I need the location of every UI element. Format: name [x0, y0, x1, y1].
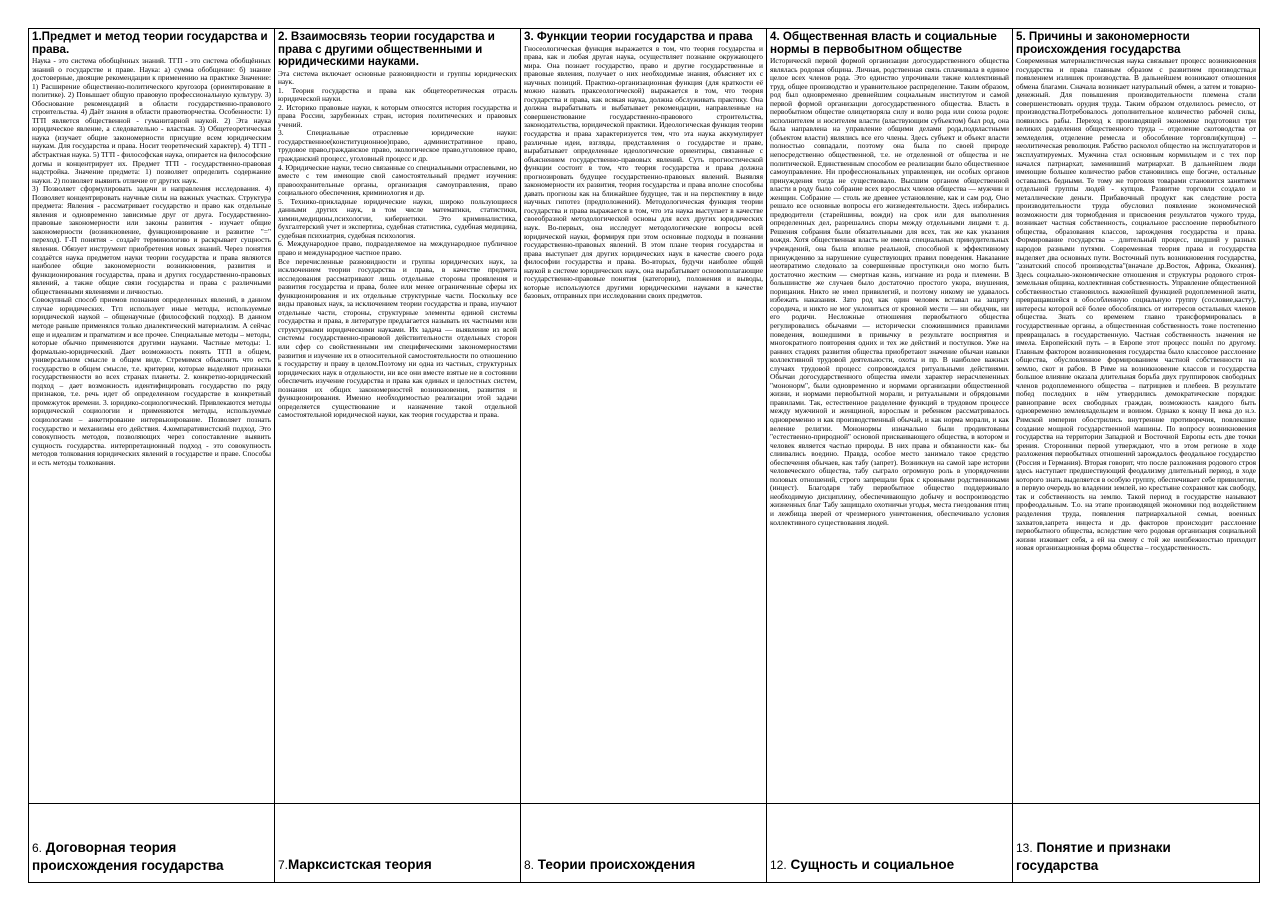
cell-title: 2. Взаимосвязь теории государства и права с другими общественными и юридическими науками. — [278, 31, 495, 68]
paragraph: 6. Международное право, подразделяемое на международное публичное право и международное частное право. — [278, 239, 517, 257]
cell-text — [32, 57, 271, 467]
bottom-cell-title — [524, 856, 763, 874]
bottom-cell-title-text: Марксистская теория — [288, 857, 432, 872]
bottom-cell-title-text: Сущность и социальное — [790, 857, 955, 872]
cell-3-functions — [521, 29, 767, 804]
bottom-cell-title-text: Понятие и признаки государства — [1016, 840, 1171, 873]
cell-8-origin-theories — [521, 804, 767, 883]
cell-7-marxist-theory — [275, 804, 521, 883]
paragraph: Эта система включает основные разновидности и группы юридических наук. — [278, 68, 517, 87]
cell-4-public-power — [767, 29, 1013, 804]
bottom-cell-title-text: Теории происхождения — [537, 857, 696, 872]
paragraph: Совокупный способ приемов познания определенных явлений, в данном случае юридических. Тгп использует иные методы, используемые юридической наукой – общенаучные (философский подход). В данном методе раньше применялся только диалектический материализм. А сейчас еще и идеализм и прагматизм и все прочее. Специальные методы – методы, которые обычно применяются другими науками. Частные методы: 1. формально-юридический. Дает возможность понять ТГП в общем, универсальном смысле в общем виде. Стремимся объяснить что есть государство в общем смысле, т.е. критерии, которые выделяют признаки государственности во всех странах планеты. 2. конкретно-юридический подход – дает возможность идентифицировать государство по ряду признаков, т.е. речь идет об определенном государстве в конкретный промежуток времени. 3. юридико-социологический. Привлекаются методы юридической социологии и применяются методы, используемые социологами – анкетирование интервьюирование. Позволяет познать государство и механизмы его действия. 4.компаративистский подход. Это совокупность методов, позволяющих через сопоставление выявить сущность государства. интерпретационный подход - это совокупность методов толкования юридических явлений в государстве и праве. Способы и есть методы толкования. — [32, 295, 271, 467]
content-row — [29, 29, 1260, 804]
cell-title: 1.Предмет и метод теории государства и права. — [32, 31, 268, 56]
topics-table — [28, 28, 1260, 883]
bottom-cell-number: 7. — [278, 858, 289, 872]
paragraph: 1. Теория государства и права как общетеоретическая отрасль юридической науки. — [278, 85, 517, 104]
bottom-cell-number: 6. — [32, 841, 43, 855]
paragraph: Гносеологическая функция выражается в том, что теория государства и права, как и любая другая наука, осуществляет познание окружающего мира. Она познает государство, право и другие государственные и правовые явления, получает о них необходимые знания, объясняет их с научных позиций. Практико-организационная функция (для краткости её можно назвать праксеологической) выражается в том, что теория государства и права, как всякая наука, должна обслуживать практику. Она должна вырабатывать и выбатывает рекомендации, направленные на совершенствование государственно-правового строительства, законодательства, юридической практики. Идеологическая функция теории государства и права характеризуется тем, что эта наука аккумулирует различные идеи, взгляды, представления о государстве и праве, вырабатывает определенные идеологические ориентиры, связанные с объяснением государственно-правовых явлений. Суть прогностической функции состоит в том, что теория государства и права должна прогнозировать будущее государственно-правовых явлений. Выявляя закономерности их развития, теория государства и права вполне способны давать прогнозы как на ближайшее будущее, так и на перспективу в виде научных гипотез (предположений). Методологическая функция теории государства и права выражается в том, что эта наука выступает в качестве своеобразной методологической основы для всех других юридических наук. Во-первых, она исследует методологические вопросы всей юридической науки, формируя при этом основные подходы в познании государственно-правовых явлений. В этом плане теория государства и права выступает для других юридических наук в качестве своего рода философии государства и права. Во-вторых, будучи наиболее общей наукой в системе юридических наук, она вырабатывает основополагающие государственно-правовые понятия (категории), положения и выводы, которые используются другими юридическими науками в качестве базовых, отправных при исследовании своих предметов. — [524, 43, 763, 301]
bottom-cell-title — [1016, 839, 1256, 874]
paragraph: Современная материалистическая наука связывает процесс возникновения государства и права главным образом с развитием производства,и появлением излишек производства. В дальнейшем возникают отношения обмена благами. Сначала возникает натуральный обмен, а затем и товарно-денежный. Для повышения производительности племена стали совершенствовать орудия труда. Таким образом отделилось ремесло, от производства.Потребовалось дополнительное количество рабочей силы, появилось рабы. Переход к производящей экономике подготовил три великих разделения общественного труда – отделение скотоводства от земледелия, отделение ремесла и обособление торговли(купцов) – неолитическая революция. Рабство расколол общество на эксплуататоров и эксплуатируемых. Мужчина стал основным кормильцем и с тех пор начался патриархат, заменивший матриархат. В дальнейшем люди имеющие большее количество рабов становились еще богаче, остальные оставались бедными. Те тому же торговля товарами становится занятием отдельной группы людей - купцов. Развитие торговли создало и металлические деньги. Прибавочный продукт как следствие роста производительности труда обусловил появление экономической возможности для тормобдения и присвоения результатов чужого труда, возникает частная собственность, социальное расслоение первобытного общества, образования классов, зарождения государства и права. Формирование государства – длительный процесс, шедший у разных народов разными путями. Современная теория права и государства выделяет два основных пути. Восточный путь возникновения государства, "азиатский способ производства"(вначале др.Восток, Африка, Океания). Здесь социально-экономические отношения и структуры родового строя-земельная община, коллективная собственность. Управление общественной собственностью становилось важнейшей функцией родоплеменной знати, превращавшейся в обособленную социальную группу (сословие,касту), интересы которой всё более обособлялись от интересов остальных членов общества. Знать со временем главно трансформировалась в государственные органы, а общественная собственность тоже постепенно превращалась в государственную. Частная собственность значения не имела. Европейский путь – в Европе этот процесс пошёл по другому. Главным фактором возникновения государства было классовое расслоение общества, обусловленное формированием частной собственности на землю, скот и рабов. В Риме на возникновение классов и государства большое влияние оказала длительная борьба двух группировок свободных членов родоплеменного общества – патрициев и плебеев. В результате побед последних в нём утвердились демократические порядки: равноправие всех свободных граждан, возможность каждого быть одновременно землевладельцем и воином. Однако к концу II века до н.э. Римской империи обострились внутренние противоречия, повлекшие создание мощной государственной машины. По вопросу возникновения государства на территории Западной и Восточной Европы есть две точки зрения. Сторонники первой утверждают, что в этом регионе в ходе разложения первобытных отношений зарождалось феодальное государство (Россия и Германия). Вторая говорит, что после разложения родового строя здесь наступает предшествующий феодализму длительный период, в ходе которого знать выделяется в особую группу, обеспечивает себе привилегии, в первую очередь во владении землей, но крестьяне сохраняют как свободу, так и собственность на землю. Такой период в государстве называют профеодальным. Т.о. на этапе производящей экономики под воздействием разделения труда, появления патриархальной семьи, военных захватов,запрета инцеста и др. факторов происходит расслоение первобытного общества, вследствие чего родовая организация социальной жизни изживает себя, а ей на смену с той же неизбежностью приходит новая организационная форма общества – государственность. — [1016, 56, 1256, 553]
bottom-cell-number: 13. — [1016, 841, 1033, 855]
cell-title: 4. Общественная власть и социальные нормы в первобытном обществе — [770, 31, 997, 56]
paragraph: Наука - это система обобщённых знаний. ТГП - это система обобщённых знаний о государстве и праве. Наука: а) сумма обобщение: б) знание достоверные, двоящие рекомендации к применению на практике Значение: 1) Расширение общественно-политического кругозора (ориентирование в политике). 2) Повышает общую правовую профессиональную культуру. 3) Обоснование рекомендаций в области государственно-правового строительства. 4) Даёт знания в области правотворчества. Особенности: 1) ТГП является общественной - гуманитарной наукой. 2) Эта наука юридическое явление, а следовательно - властная. 3) Общетеоретическая наука (изучает общие закономерности присущие всем юридическим наукам. Для государства и права. Носит теоретический характер). 4) ТГП - абстрактная наука. 5) ТГП - философская наука, опирается на философские догмы и концентрирует их. Предмет ТГП - государственно-правовая надстройка. Значение предмета: 1) позволяет определить содержание науки. 2) позволяет выявить отличие от других наук. — [32, 56, 271, 185]
cell-6-contract-theory — [29, 804, 275, 883]
paragraph: 4. Юридические науки, тесно связанные со специальными отраслевыми, но вместе с тем имеющие свой самостоятельный предмет изучения: правоохранительные органы, организация самоуправления, право социального обеспечения, криминология и др. — [278, 162, 517, 198]
bottom-cell-title — [770, 856, 1009, 874]
bottom-cell-number: 8. — [524, 858, 535, 872]
titles-row — [29, 804, 1260, 883]
cell-13-concept-of-state — [1013, 804, 1260, 883]
cell-1-subject-and-method — [29, 29, 275, 804]
cell-5-origin-causes — [1013, 29, 1260, 804]
cell-title: 5. Причины и закономерности происхождения государства — [1016, 31, 1190, 56]
cell-text — [524, 45, 763, 301]
cell-text — [278, 70, 517, 420]
paragraph: 3) Позволяет сформулировать задачи и направления исследования. 4) Позволяет концентрировать научные силы на важных участках. Структура предмета: Явления - рассматривает государство и право как отдельные явления и одновременно зависимые друг от друга. Государственно-правовые закономерности или законы развития - изучает общие закономерности (возникновение, функционирование и развитие "=" переход). Г-П понятия - создаёт терминологию и раскрывает сущность явления. Обязует инструмент приобретения новых знаний. Через понятия создаётся наука предметом науки теории государства и права являются наиболее общие закономерности возникновения, развития и функционирования государства, права и других государственно-правовых явлений, а также общие связи государства и права с различными общественными явлениями и личностью. — [32, 184, 271, 296]
paragraph: Историческй первой формой организации догосударственного общества являлась родовая община. Личная, родственная связь сплачивала в единое целое всех членов рода. Это единство упрочивали также коллективный труд, общее производство и уравнительное распределение. Таким образом, род был одновременно древнейшим социальным институтом и самой первой формой организации догосударственного общества. Власть в первобытном обществе олицетворяла силу и волю рода или союза родов: исполнителем и носителем власти (властвующим субъектом) был род, она была направлена на управление общими делами рода,подвластными (объектом власти) являлись все его члены. Здесь субъект и объект власти полностью совпадали, поэтому она была по своей природе непосредственно общественной, т.е. не отделенной от общества и не политической. Единственным способом ее реализации было общественное самоуправление. Ни профессиональных управленцев, ни особых органов принуждения тогда не существовало. Высшим органом общественной власти в роду было собрание всех взрослых членов общества — мужчин и женщин. Собрание — столь же древнее установление, как и сам род. Оно решало все основные вопросы его жизнедеятельности. Здесь избирались предводители (старейшины, вожди) на срок или для выполнения определенных дел, разрешались споры между отдельными лицами т. д. Решения собрания были обязательными для всех, так же как указания вождя. Хотя общественная власть не имела специальных принудительных учреждений, она была вполне реальной, способной к эффективному принуждению за нарушение существующих правил поведения. Наказание неотвратимо следовало за совершенные проступки,и оно могло быть достаточно жестким — смертная казнь, изгнание из рода и племени. В большинстве же случаев было достаточно простого укора, внушения, порицания. Никто не имел привилегий, и поэтому никому не удавалось избежать наказания. Зато род как один человек вставал на защиту сородича, и никто не мог уклониться от кровной мести — ни обидчик, ни его родичи. Несложные отношения первобытного общества регулировались обычаями — исторически сложившимися правилами поведения, вошедшими в привычку в результате восприятия и многократного повторения одних и тех же действий и поступков. Уже на ранних стадиях развития общества приобретают значение обычаи навыки коллективной трудовой деятельности, охоты и пр. В наиболее важных случаях трудовой процесс сопровождался ритуальными действиями. Обычаи догосударственного общества имели характер нерасчлененных "мононорм", были одновременно и нормами организации общественной жизни, и нормами первобытной морали, и ритуальными и обрядовыми правилами. Так, естественное разделение функций в трудовом процессе между мужчиной и женщиной, взрослым и ребенком рассматривалось одновременно и как производственный обычай, и как норма морали, и как веление религии. Мононормы изначально были продиктованы "естественно-природной" основой присваивающего общества, в котором и человек является частью природы. В них права и обязанности как- бы слиивались воедино. Правда, особое место занимало такое средство обеспечения обычаев, как табу (запрет). Возникнув на самой заре истории человеческого общества, табу сыграло огромную роль в упорядочении половых отношений, строго запрещали брак с кровными родственниками (инцест). Благодаря табу первобытное общество поддерживало необходимую дисциплину, обеспечивающую добычу и воспроизводство жизненных благ Табу защищало охотничьи угодья, места гнездования птиц и лежбища зверей от чрезмерного уничтожения, обеспечивало условия коллективного существования людей. — [770, 56, 1009, 527]
paragraph: 3. Специальные отраслевые юридические науки: государственное(конституционное)право, административное право, трудовое право,гражданское право, экологическое право,уголовное право, гражданский процесс, уголовный процесс и др. — [278, 128, 517, 163]
cell-text — [1016, 57, 1256, 553]
document-page — [28, 28, 1259, 876]
cell-2-relation-with-sciences — [275, 29, 521, 804]
bottom-cell-title — [32, 839, 271, 874]
bottom-cell-title — [278, 856, 517, 874]
bottom-cell-title-text: Договорная теория происхождения государства — [32, 840, 224, 873]
paragraph: 5. Технико-прикладные юридические науки, широко пользующиеся данными других наук, в том числе математики, статистики, химии,медицины,психологии, кибернетики. Это криминалистика, бухгалтерский учет и экспертиза, судебная статистика, судебная медицина, судебная психиатрия, судебная психология. — [278, 196, 517, 240]
cell-12-essence-and-social — [767, 804, 1013, 883]
cell-title: 3. Функции теории государства и права — [524, 31, 753, 43]
bottom-cell-number: 12. — [770, 858, 787, 872]
cell-text — [770, 57, 1009, 527]
paragraph: 2. Историко правовые науки, к которым относятся история государства и права России, зарубежных стран, история политических и правовых учений. — [278, 102, 517, 129]
paragraph: Все перечисленные разновидности и группы юридических наук, за исключением теории государства и права, в качестве предмета исследования рассматривают лишь отдельные стороны проявления и развития государства и права, более или менее ограниченные сферы их функционирования и их отдельные структурные части. Поскольку все виды правовых наук, за исключением теории государства и права, изучают отдельные части, стороны, структурные элементы единой системы государства и права, в литературе предлагается называть их частными или структурными юридическими науками. Их задача — выявление из всей системы государственно-правовой действительности отдельных сторон или сфер со свойственными им специфическими закономерностями развития и изучение их в относительной самостоятельности по отношению к государству и праву в целом.Поэтому ни одна из частных, структурных юридических наук в отдельности, ни все они вместе взятые не в состоянии обеспечить изучение государства и права как единых и целостных систем, познания их общих закономерностей возникновения, развития и функционирования. Именно необходимостью реализации этой задачи определяется существование и назначение такой отдельной самостоятельной юридической науки, как теория государства и права. — [278, 256, 517, 420]
